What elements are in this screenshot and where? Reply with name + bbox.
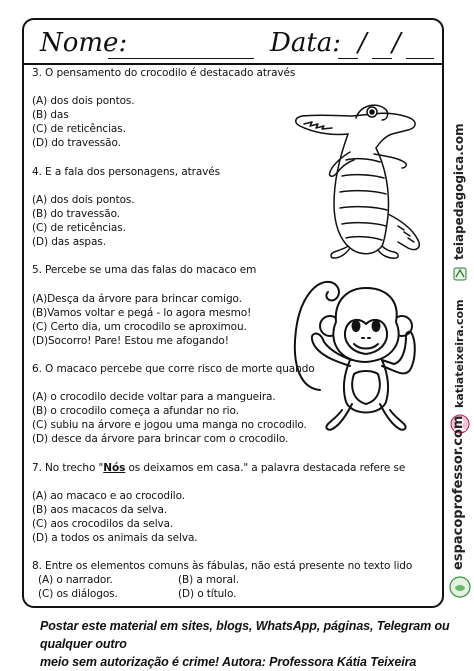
option: (D) do travessão.: [32, 137, 121, 150]
option: (A)Desça da árvore para brincar comigo.: [32, 292, 242, 305]
highlighted-word: Nós: [103, 461, 126, 474]
option: (B)Vamos voltar e pegá - lo agora mesmo!: [32, 306, 252, 319]
question-8: [32, 559, 422, 601]
question-stem: 8. Entre os elementos comuns às fábulas, não está presente no texto lido: [32, 560, 413, 573]
monkey-illustration: [290, 270, 430, 440]
header-divider: [22, 63, 444, 65]
option: (D)Socorro! Pare! Estou me afogando!: [32, 334, 229, 347]
option: (A) ao macaco e ao crocodilo.: [32, 489, 185, 502]
footer-line-2: meio sem autorização é crime! Autora: Professora Kátia Teixeira: [40, 655, 417, 669]
copyright-footer: [40, 617, 450, 671]
header: [32, 24, 436, 64]
option: (D) das aspas.: [32, 236, 106, 249]
footer-line-1: Postar este material em sites, blogs, WhatsApp, páginas, Telegram ou qualquer outro: [40, 619, 450, 651]
option: (D) o título.: [178, 588, 237, 601]
date-label: Data:: [270, 28, 342, 58]
option: (B) do travessão.: [32, 207, 120, 220]
sidebar-site-espacoprofessor: espacoprofessor.com: [451, 415, 466, 570]
question-stem: 3. O pensamento do crocodilo é destacado através: [32, 67, 296, 79]
name-line: [108, 58, 254, 59]
date-month-line: [372, 58, 392, 59]
date-year-line: [406, 58, 434, 59]
option: (B) aos macacos da selva.: [32, 503, 168, 516]
option: (C) de reticências.: [32, 222, 126, 235]
option: (D) a todos os animais da selva.: [32, 532, 198, 545]
option: (A) dos dois pontos.: [32, 193, 135, 206]
question-stem: 5. Percebe se uma das falas do macaco em: [32, 264, 257, 277]
date-day-line: [338, 58, 358, 59]
teia-logo-icon: [452, 266, 468, 282]
option: (C) de reticências.: [32, 123, 126, 136]
sidebar-site-katiateixeira: katiateixeira.com: [453, 299, 466, 408]
option-row: [32, 587, 422, 601]
sidebar-branding: [446, 80, 474, 580]
date-slash-2: /: [392, 28, 401, 58]
option: (D) desce da árvore para brincar com o crocodilo.: [32, 433, 289, 446]
crocodile-illustration: [290, 96, 430, 262]
option-row: [32, 573, 422, 587]
question-stem: 4. E a fala dos personagens, através: [32, 165, 221, 178]
option: (C) Certo dia, um crocodilo se aproximou.: [32, 320, 247, 333]
sidebar-site-teiapedagogica: teiapedagogica.com: [452, 123, 466, 260]
question-7: [32, 461, 422, 560]
option: (C) os diálogos.: [38, 588, 118, 601]
option: (C) aos crocodilos da selva.: [32, 518, 174, 530]
option: (B) das: [32, 109, 69, 122]
option: (B) o crocodilo começa a afundar no rio.: [32, 405, 239, 418]
option: (A) o narrador.: [38, 574, 113, 587]
option: (A) dos dois pontos.: [32, 95, 135, 108]
name-label: Nome:: [40, 28, 128, 58]
espaco-professor-logo-icon: [449, 576, 471, 598]
date-slash-1: /: [358, 28, 367, 58]
question-stem: 6. O macaco percebe que corre risco de morte quando: [32, 362, 315, 375]
question-stem: 7. No trecho "Nós os deixamos em casa." a palavra destacada refere se: [32, 461, 406, 474]
option: (A) o crocodilo decide voltar para a mangueira.: [32, 391, 276, 404]
option: (C) subiu na árvore e jogou uma manga no crocodilo.: [32, 419, 307, 432]
option: (B) a moral.: [178, 574, 239, 587]
